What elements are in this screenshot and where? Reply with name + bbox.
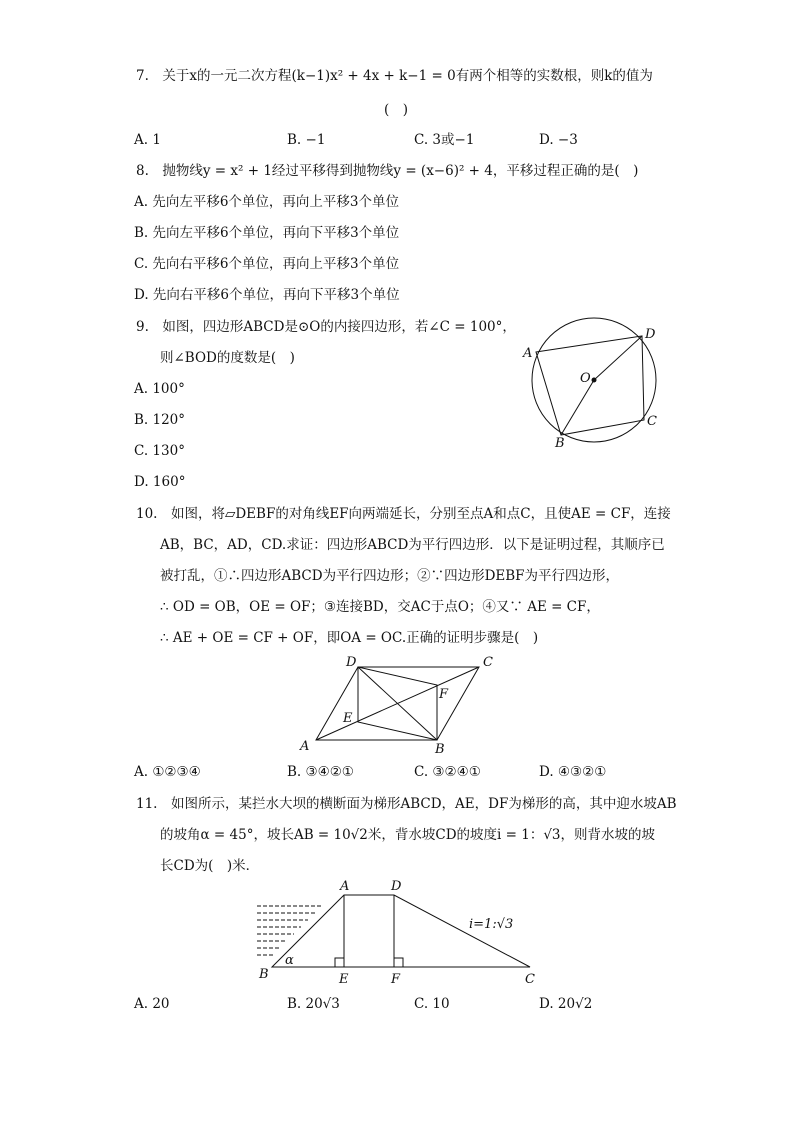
q9-stem-line2: 则∠BOD的度数是( ) <box>160 350 295 366</box>
label-o: O <box>580 371 591 386</box>
q8-option-b: B. 先向左平移6个单位，再向下平移3个单位 <box>134 225 400 241</box>
q9-option-b: B. 120° <box>134 412 186 428</box>
q7-option-a: A. 1 <box>134 132 161 148</box>
label-e: E <box>343 711 353 726</box>
q11-dam-figure <box>255 878 545 990</box>
q8-option-a: A. 先向左平移6个单位，再向上平移3个单位 <box>134 194 400 210</box>
q11-stem-line1: 11. 如图所示，某拦水大坝的横断面为梯形ABCD，AE，DF为梯形的高，其中迎水坡AB <box>136 796 677 812</box>
q10-stem-line5: ∴ AE + OE = CF + OF，即OA = OC.正确的证明步骤是( ) <box>160 630 539 646</box>
q9-option-d: D. 160° <box>134 474 186 490</box>
label-b: B <box>259 967 269 982</box>
label-d: D <box>645 327 656 342</box>
label-a: A <box>340 879 350 894</box>
q8-stem: 8. 抛物线y = x² + 1经过平移得到抛物线y = (x−6)² + 4，平移过程正确的是( ) <box>136 163 639 179</box>
label-b: B <box>555 436 565 451</box>
q7-option-c: C. 3或−1 <box>414 132 475 148</box>
label-a: A <box>523 346 533 361</box>
q10-stem-line4: ∴ OD = OB，OE = OF；③连接BD，交AC于点O；④又∵ AE = CF， <box>160 599 600 615</box>
label-b: B <box>435 742 445 757</box>
q10-option-b: B. ③④②① <box>287 764 354 780</box>
diagonal-db <box>358 667 437 740</box>
q10-option-d: D. ④③②① <box>539 764 607 780</box>
q11-option-b: B. 20√3 <box>287 996 340 1012</box>
segment-ob <box>561 380 594 435</box>
label-f: F <box>439 687 449 702</box>
q9-stem-line1: 9. 如图，四边形ABCD是⊙O的内接四边形，若∠C = 100°， <box>136 319 516 335</box>
label-c: C <box>483 655 493 670</box>
q11-stem-line3: 长CD为( )米． <box>160 858 260 874</box>
label-slope-ratio: i=1:√3 <box>469 917 514 932</box>
label-d: D <box>391 879 402 894</box>
water-hatching <box>257 906 321 955</box>
q11-option-d: D. 20√2 <box>539 996 593 1012</box>
label-e: E <box>339 972 349 987</box>
q10-stem-line2: AB，BC，AD，CD.求证：四边形ABCD为平行四边形．以下是证明过程，其顺序已 <box>160 537 665 553</box>
center-point-o <box>592 378 597 383</box>
q9-option-a: A. 100° <box>134 381 185 397</box>
q11-stem-line2: 的坡角α = 45°，坡长AB = 10√2米，背水坡CD的坡度i = 1：√3，则背水坡的坡 <box>160 827 656 843</box>
label-c: C <box>525 972 535 987</box>
q8-option-c: C. 先向右平移6个单位，再向上平移3个单位 <box>134 256 400 272</box>
right-angle-mark-f <box>394 958 403 967</box>
label-f: F <box>391 972 401 987</box>
q10-stem-line1: 10. 如图，将▱DEBF的对角线EF向两端延长，分别至点A和点C，且使AE = CF，连接 <box>136 506 671 522</box>
label-a: A <box>300 739 310 754</box>
q9-circle-figure <box>520 318 670 453</box>
q10-parallelogram-figure <box>296 652 506 757</box>
q7-option-d: D. −3 <box>539 132 578 148</box>
right-angle-mark-e <box>335 958 344 967</box>
label-c: C <box>647 414 657 429</box>
q7-answer-paren: ( ) <box>384 102 409 118</box>
q10-stem-line3: 被打乱，①∴四边形ABCD为平行四边形；②∵四边形DEBF为平行四边形， <box>160 568 620 584</box>
label-alpha: α <box>285 953 294 968</box>
label-d: D <box>346 655 357 670</box>
q10-option-a: A. ①②③④ <box>134 764 201 780</box>
q8-option-d: D. 先向右平移6个单位，再向下平移3个单位 <box>134 287 400 303</box>
q7-option-b: B. −1 <box>287 132 326 148</box>
q7-stem: 7. 关于x的一元二次方程(k−1)x² + 4x + k−1 = 0有两个相等的实数根，则k的值为 <box>136 68 653 84</box>
q11-option-a: A. 20 <box>134 996 170 1012</box>
q10-option-c: C. ③②④① <box>414 764 481 780</box>
q9-option-c: C. 130° <box>134 443 185 459</box>
q11-option-c: C. 10 <box>414 996 450 1012</box>
